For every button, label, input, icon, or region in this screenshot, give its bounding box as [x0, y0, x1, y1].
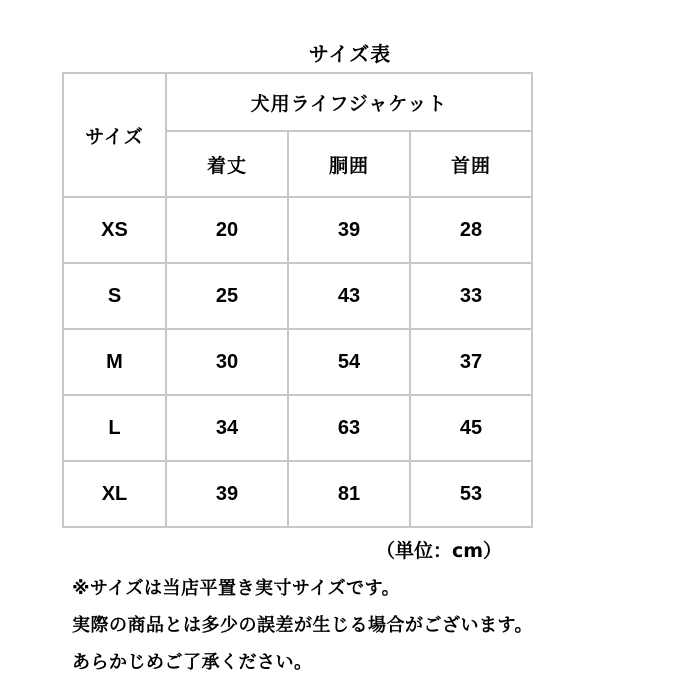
chest-cell: 63 [288, 395, 410, 461]
unit-note: （単位：cm） [376, 540, 503, 562]
table-row [63, 329, 532, 395]
neck-cell: 53 [410, 461, 532, 527]
size-cell: M [63, 329, 166, 395]
note-line: 実際の商品とは多少の誤差が生じる場合がございます。 [72, 615, 534, 636]
notes [72, 570, 692, 681]
note-line: ※サイズは当店平置き実寸サイズです。 [72, 578, 401, 599]
table-row [63, 263, 532, 329]
table-row [63, 461, 532, 527]
length-cell: 25 [166, 263, 288, 329]
table-row [63, 395, 532, 461]
chest-cell: 54 [288, 329, 410, 395]
length-cell: 39 [166, 461, 288, 527]
length-cell: 34 [166, 395, 288, 461]
size-cell: S [63, 263, 166, 329]
column-header-chest: 胴囲 [288, 131, 410, 197]
chest-cell: 39 [288, 197, 410, 263]
chest-cell: 81 [288, 461, 410, 527]
size-table [62, 72, 533, 528]
size-cell: L [63, 395, 166, 461]
table-header-row [63, 73, 532, 131]
neck-cell: 37 [410, 329, 532, 395]
neck-cell: 28 [410, 197, 532, 263]
chest-cell: 43 [288, 263, 410, 329]
page-title: サイズ表 [308, 42, 392, 66]
size-cell: XL [63, 461, 166, 527]
column-header-neck: 首囲 [410, 131, 532, 197]
product-name-header: 犬用ライフジャケット [166, 73, 532, 131]
neck-cell: 45 [410, 395, 532, 461]
table-row [63, 197, 532, 263]
size-cell: XS [63, 197, 166, 263]
neck-cell: 33 [410, 263, 532, 329]
column-header-length: 着丈 [166, 131, 288, 197]
length-cell: 20 [166, 197, 288, 263]
note-line: あらかじめご了承ください。 [72, 652, 313, 673]
length-cell: 30 [166, 329, 288, 395]
size-column-header: サイズ [63, 73, 166, 197]
